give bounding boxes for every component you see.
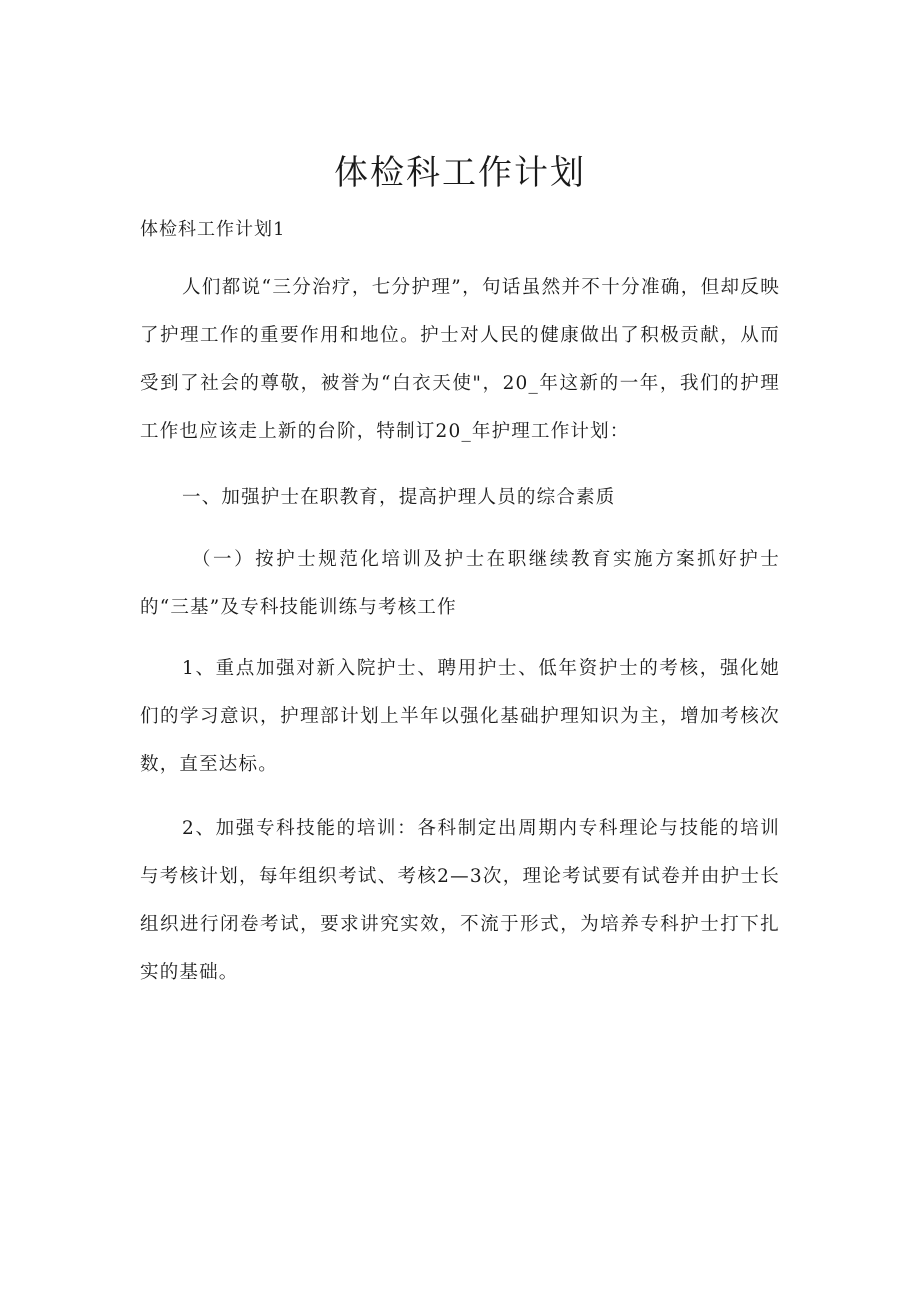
- heading-subsection-one: （一）按护士规范化培训及护士在职继续教育实施方案抓好护士的“三基”及专科技能训练与考核工作: [140, 549, 780, 618]
- paragraph-item-1: 1、重点加强对新入院护士、聘用护士、低年资护士的考核，强化她们的学习意识，护理部计划上半年以强化基础护理知识为主，增加考核次数，直至达标。: [140, 658, 780, 775]
- section-subtitle: 体检科工作计划1: [140, 219, 286, 240]
- heading-section-one: 一、加强护士在职教育，提高护理人员的综合素质: [182, 487, 616, 508]
- paragraph-item-2: 2、加强专科技能的培训：各科制定出周期内专科理论与技能的培训与考核计划，每年组织考试、考核2—3次，理论考试要有试卷并由护士长组织进行闭卷考试，要求讲究实效，不流于形式，为培养专科护士打下扎实的基础。: [140, 818, 780, 983]
- paragraph-intro: 人们都说“三分治疗，七分护理”，句话虽然并不十分准确，但却反映了护理工作的重要作用和地位。护士对人民的健康做出了积极贡献，从而受到了社会的尊敬，被誉为“白衣天使"，20_年这新的一年，我们的护理工作也应该走上新的台阶，特制订20_年护理工作计划：: [140, 277, 780, 442]
- page-title: 体检科工作计划: [334, 153, 586, 193]
